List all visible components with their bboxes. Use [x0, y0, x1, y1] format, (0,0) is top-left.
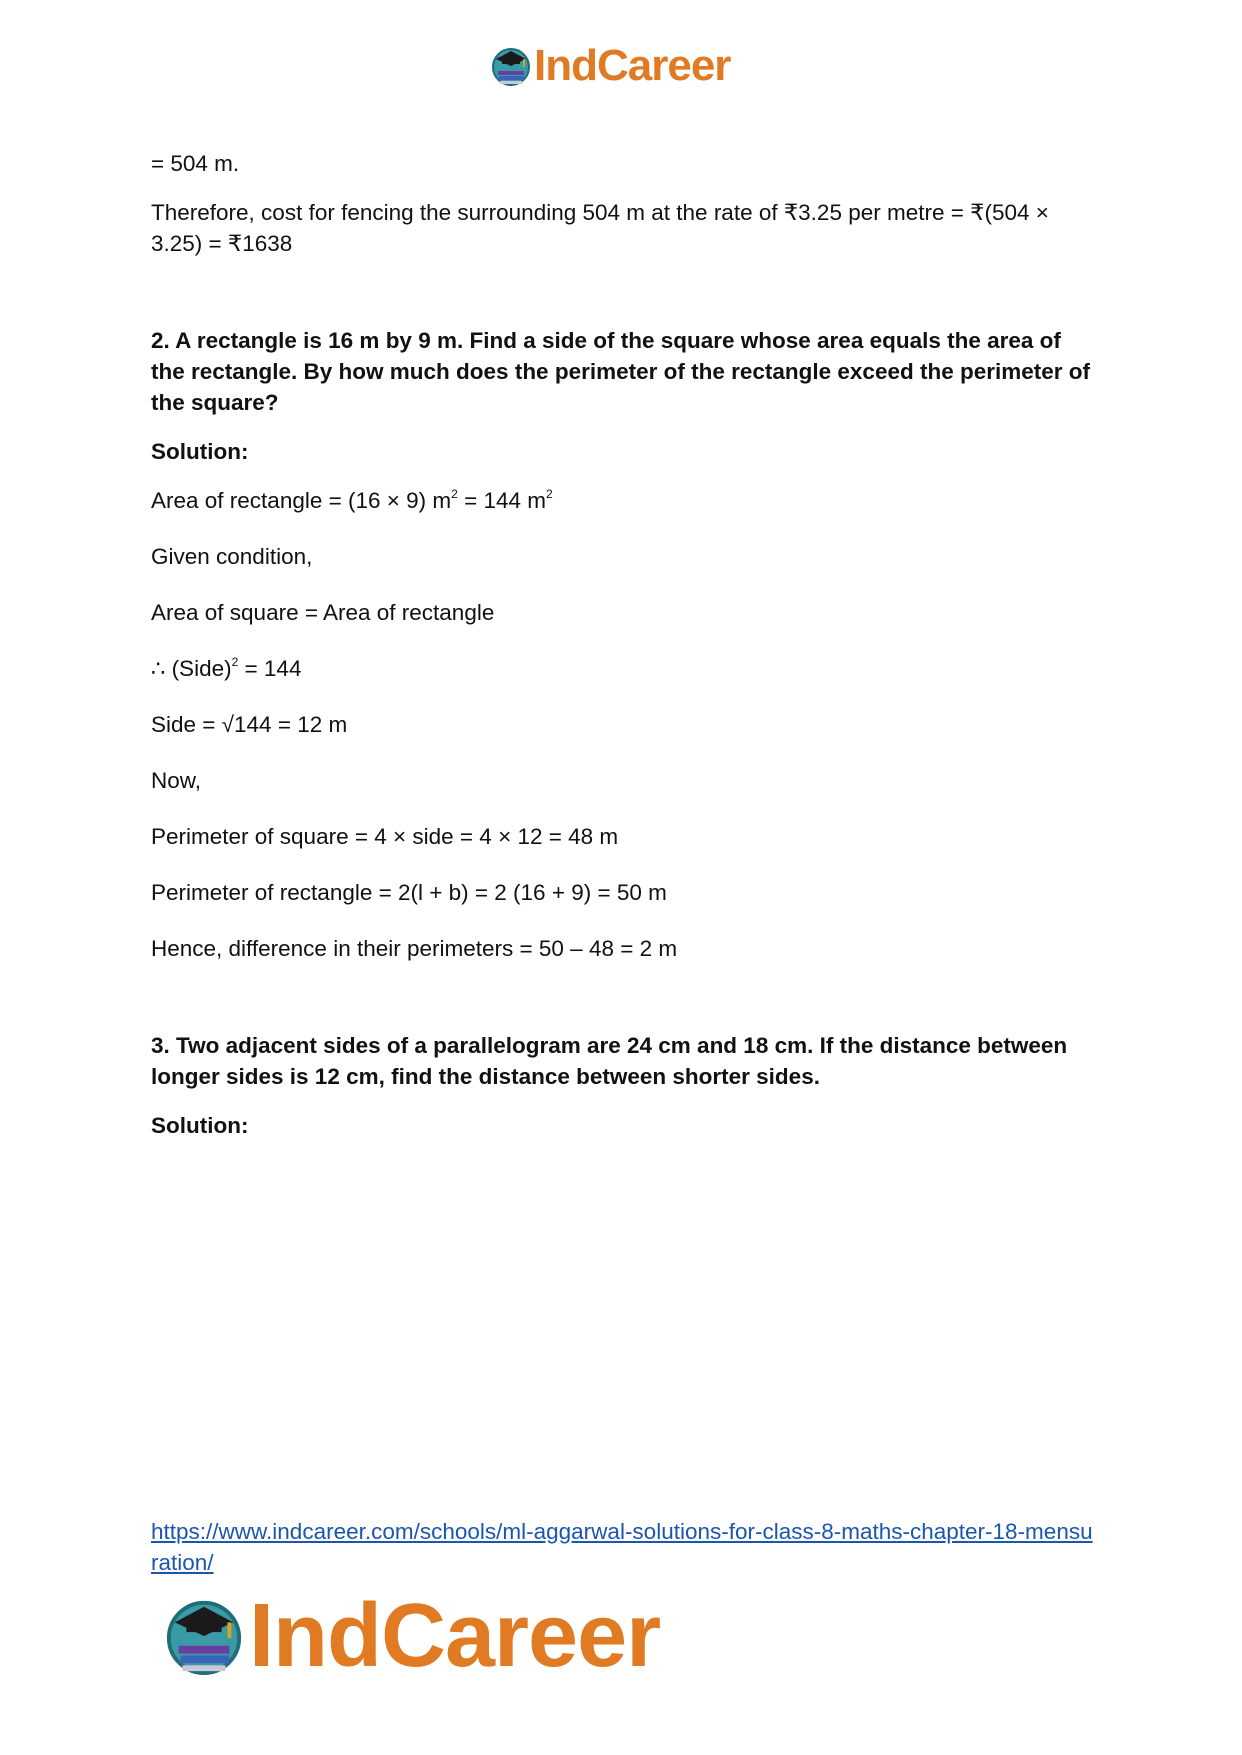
book-graduation-icon — [490, 45, 532, 87]
text-line: Now, — [151, 768, 202, 793]
text-line: Hence, difference in their perimeters = 50 – 48 = 2 m — [151, 936, 678, 961]
text-line: Side = √144 = 12 m — [151, 712, 348, 737]
superscript: 2 — [231, 655, 239, 669]
superscript: 2 — [546, 487, 553, 501]
header-logo — [490, 42, 730, 90]
text-line: Perimeter of square = 4 × side = 4 × 12 = 48 m — [151, 824, 619, 849]
book-graduation-icon — [163, 1595, 245, 1677]
text-fragment: Area of rectangle = (16 × 9) m — [151, 488, 452, 513]
solution-label: Solution: — [151, 439, 249, 464]
text-line — [151, 653, 1096, 684]
text-fragment: = 144 — [238, 656, 302, 681]
text-fragment: = 144 m — [457, 488, 547, 513]
footer-logo — [163, 1588, 660, 1684]
text-line: Area of square = Area of rectangle — [151, 600, 495, 625]
question-2: 2. A rectangle is 16 m by 9 m. Find a side of the square whose area equals the area of the rectangle. By how much does the perimeter of the rectangle exceed the perimeter of the square? — [151, 328, 1091, 415]
text-line — [151, 485, 1096, 516]
source-link[interactable]: https://www.indcareer.com/schools/ml-aggarwal-solutions-for-class-8-maths-chapter-18-mensuration/ — [151, 1519, 1093, 1575]
page-content — [151, 148, 1096, 1141]
text-line: Given condition, — [151, 544, 313, 569]
solution-label: Solution: — [151, 1113, 249, 1138]
logo-text: IndCareer — [534, 41, 731, 90]
text-line: = 504 m. — [151, 151, 240, 176]
superscript: 2 — [451, 487, 458, 501]
text-fragment: ∴ (Side) — [151, 656, 232, 681]
logo-text: IndCareer — [249, 1586, 661, 1686]
question-3: 3. Two adjacent sides of a parallelogram are 24 cm and 18 cm. If the distance between longer sides is 12 cm, find the distance between shorter sides. — [151, 1033, 1068, 1089]
text-line: Therefore, cost for fencing the surrounding 504 m at the rate of ₹3.25 per metre = ₹(504 × 3.25) = ₹1638 — [151, 200, 1049, 256]
text-line: Perimeter of rectangle = 2(l + b) = 2 (16 + 9) = 50 m — [151, 880, 667, 905]
